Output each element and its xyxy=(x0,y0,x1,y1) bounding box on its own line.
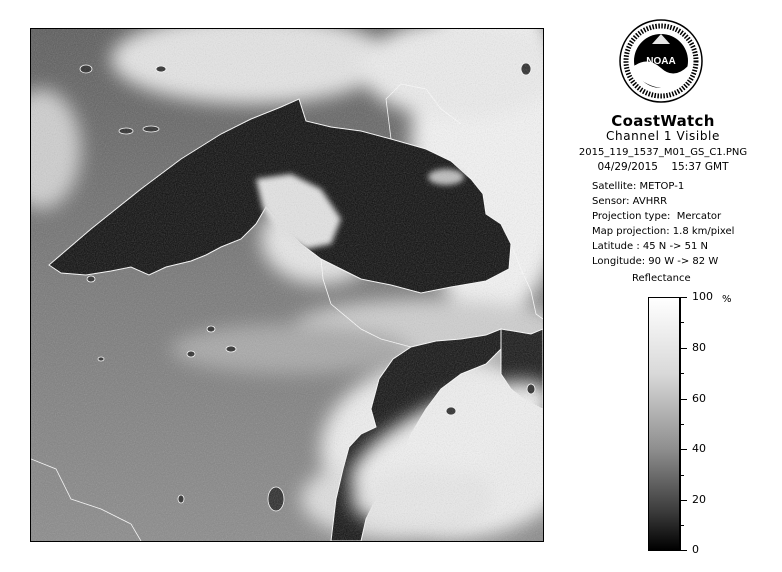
colorbar-tick-label: 20 xyxy=(692,493,706,506)
sensor-label: Sensor: AVHRR xyxy=(592,196,668,207)
latitude-label: Latitude : 45 N -> 51 N xyxy=(592,241,708,252)
colorbar-tick xyxy=(680,525,684,526)
satellite-image xyxy=(30,28,544,542)
colorbar xyxy=(648,297,680,551)
colorbar-tick xyxy=(680,297,687,298)
colorbar-tick-label: 40 xyxy=(692,442,706,455)
info-panel xyxy=(560,18,775,558)
colorbar-tick-label: 100 xyxy=(692,290,713,303)
colorbar-tick-label: 0 xyxy=(692,543,699,556)
colorbar-title: Reflectance xyxy=(632,273,691,284)
longitude-label: Longitude: 90 W -> 82 W xyxy=(592,256,719,267)
colorbar-unit: % xyxy=(722,294,732,305)
colorbar-tick-label: 80 xyxy=(692,341,706,354)
colorbar-tick xyxy=(680,399,687,400)
brand-title: CoastWatch xyxy=(611,112,715,130)
colorbar-tick xyxy=(680,373,684,374)
projection-type-label: Projection type: Mercator xyxy=(592,211,722,222)
map-projection-label: Map projection: 1.8 km/pixel xyxy=(592,226,735,237)
noaa-logo-icon xyxy=(618,18,704,104)
colorbar-tick xyxy=(680,475,684,476)
colorbar-tick xyxy=(680,424,684,425)
file-name: 2015_119_1537_M01_GS_C1.PNG xyxy=(578,147,748,158)
colorbar-tick xyxy=(680,348,687,349)
product-title: Channel 1 Visible xyxy=(606,129,720,143)
colorbar-tick xyxy=(680,449,687,450)
date-time: 04/29/2015 15:37 GMT xyxy=(597,161,729,173)
satellite-image-svg xyxy=(31,29,543,541)
colorbar-tick xyxy=(680,500,687,501)
satellite-label: Satellite: METOP-1 xyxy=(592,181,685,192)
colorbar-tick xyxy=(680,322,684,323)
logo-center-text: NOAA xyxy=(646,56,676,67)
colorbar-tick xyxy=(680,550,687,551)
colorbar-tick-label: 60 xyxy=(692,392,706,405)
